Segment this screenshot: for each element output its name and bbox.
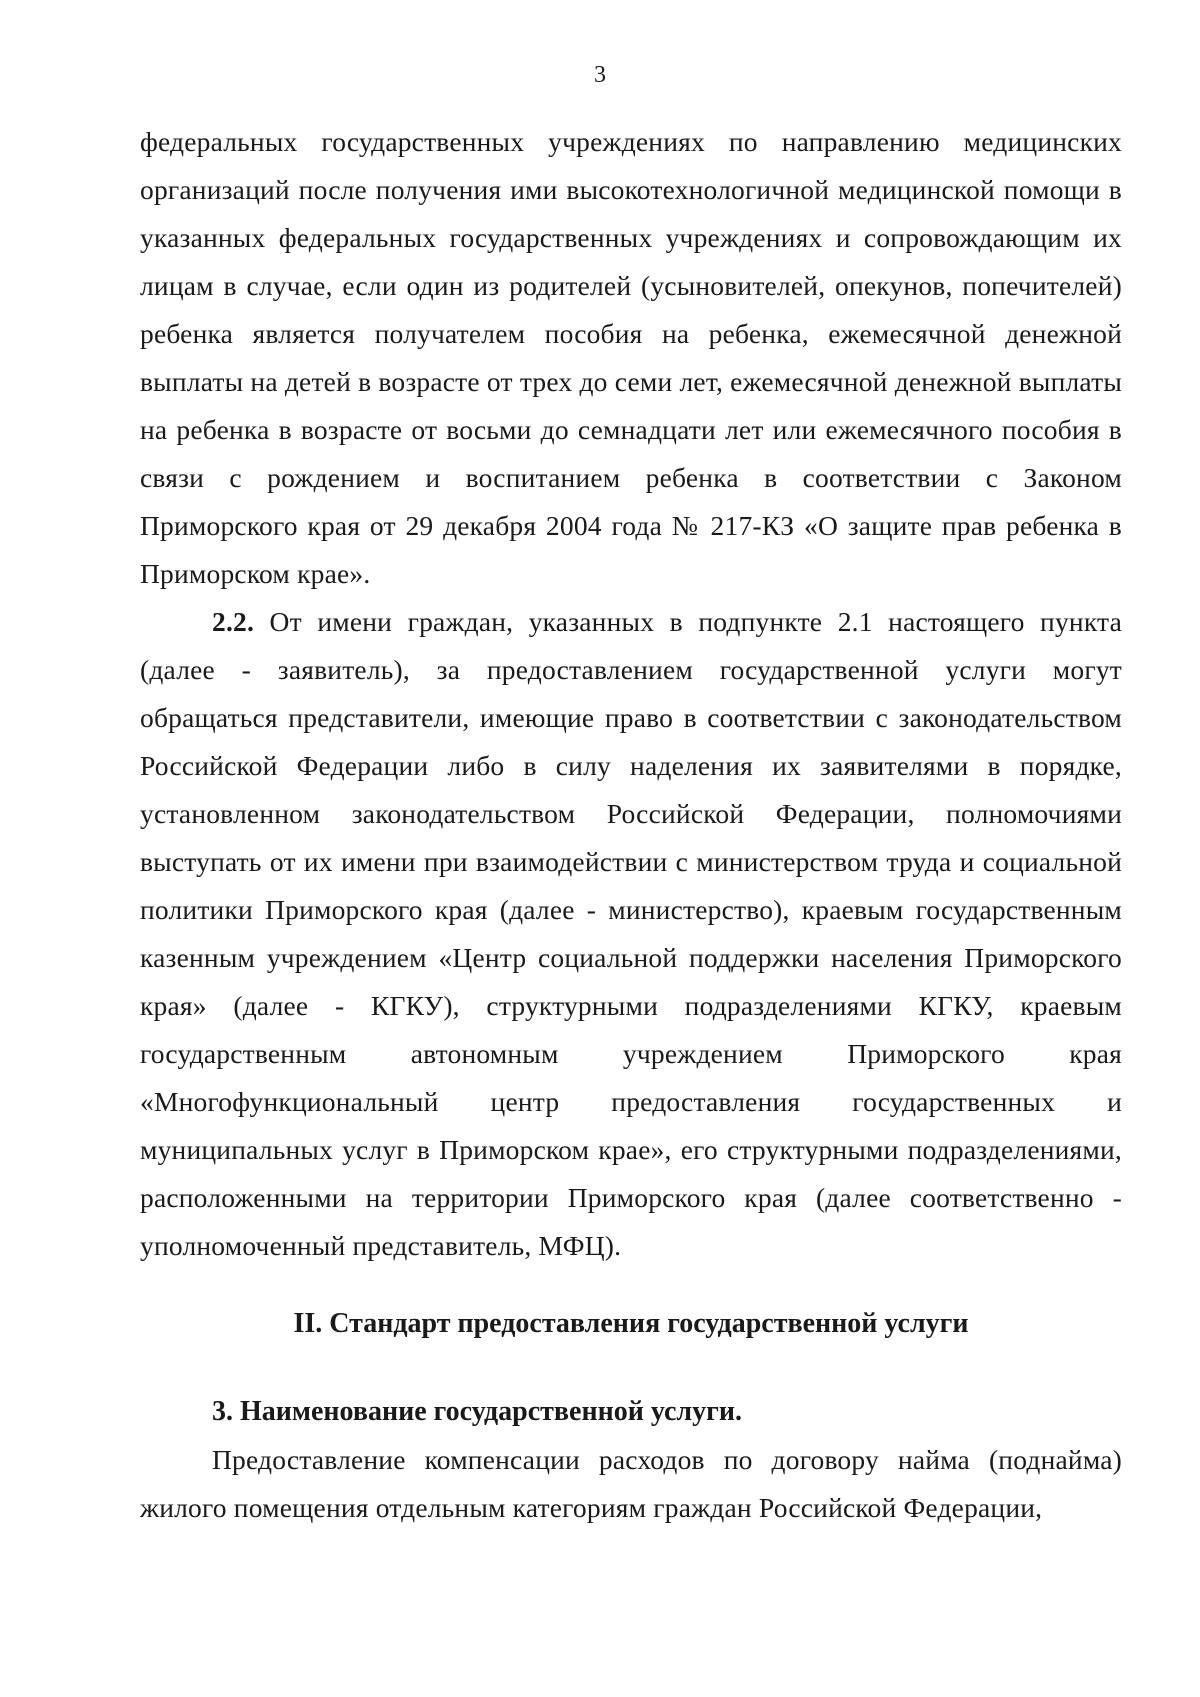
paragraph-service-name: Предоставление компенсации расходов по договору найма (поднайма) жилого помещения отдельным категориям граждан Российской Федерации, <box>140 1444 1122 1523</box>
document-body <box>140 118 1122 1532</box>
section-heading: II. Стандарт предоставления государственной услуги <box>293 1308 969 1339</box>
clause-text: От имени граждан, указанных в подпункте 2.1 настоящего пункта (далее - заявитель), за предоставлением государственной услуги могут обращаться представители, имеющие право в соответствии с законодательством Российской Федерации либо в силу наделения их заявителями в порядке, установленном законодательством Российской Федерации, полномочиями выступать от их имени при взаимодействии с министерством труда и социальной политики Приморского края (далее - министерство), краевым государственным казенным учреждением «Центр социальной поддержки населения Приморского края» (далее - КГКУ), структурными подразделениями КГКУ, краевым государственным автономным учреждением Приморского края «Многофункциональный центр предоставления государственных и муниципальных услуг в Приморском крае», его структурными подразделениями, расположенными на территории Приморского края (далее соответственно - уполномоченный представитель, МФЦ). <box>140 606 1122 1261</box>
subsection-heading: 3. Наименование государственной услуги. <box>212 1396 742 1427</box>
clause-number: 2.2. <box>212 606 255 637</box>
paragraph-2-2 <box>140 598 1122 1270</box>
page-number: 3 <box>594 62 606 88</box>
paragraph-continuation: федеральных государственных учреждениях по направлению медицинских организаций после получения ими высокотехнологичной медицинской помощи в указанных федеральных государственных учреждениях и сопровождающим их лицам в случае, если один из родителей (усыновителей, опекунов, попечителей) ребенка является получателем пособия на ребенка, ежемесячной денежной выплаты на детей в возрасте от трех до семи лет, ежемесячной денежной выплаты на ребенка в возрасте от восьми до семнадцати лет или ежемесячного пособия в связи с рождением и воспитанием ребенка в соответствии с Законом Приморского края от 29 декабря 2004 года № 217-КЗ «О защите прав ребенка в Приморском крае». <box>140 126 1122 589</box>
